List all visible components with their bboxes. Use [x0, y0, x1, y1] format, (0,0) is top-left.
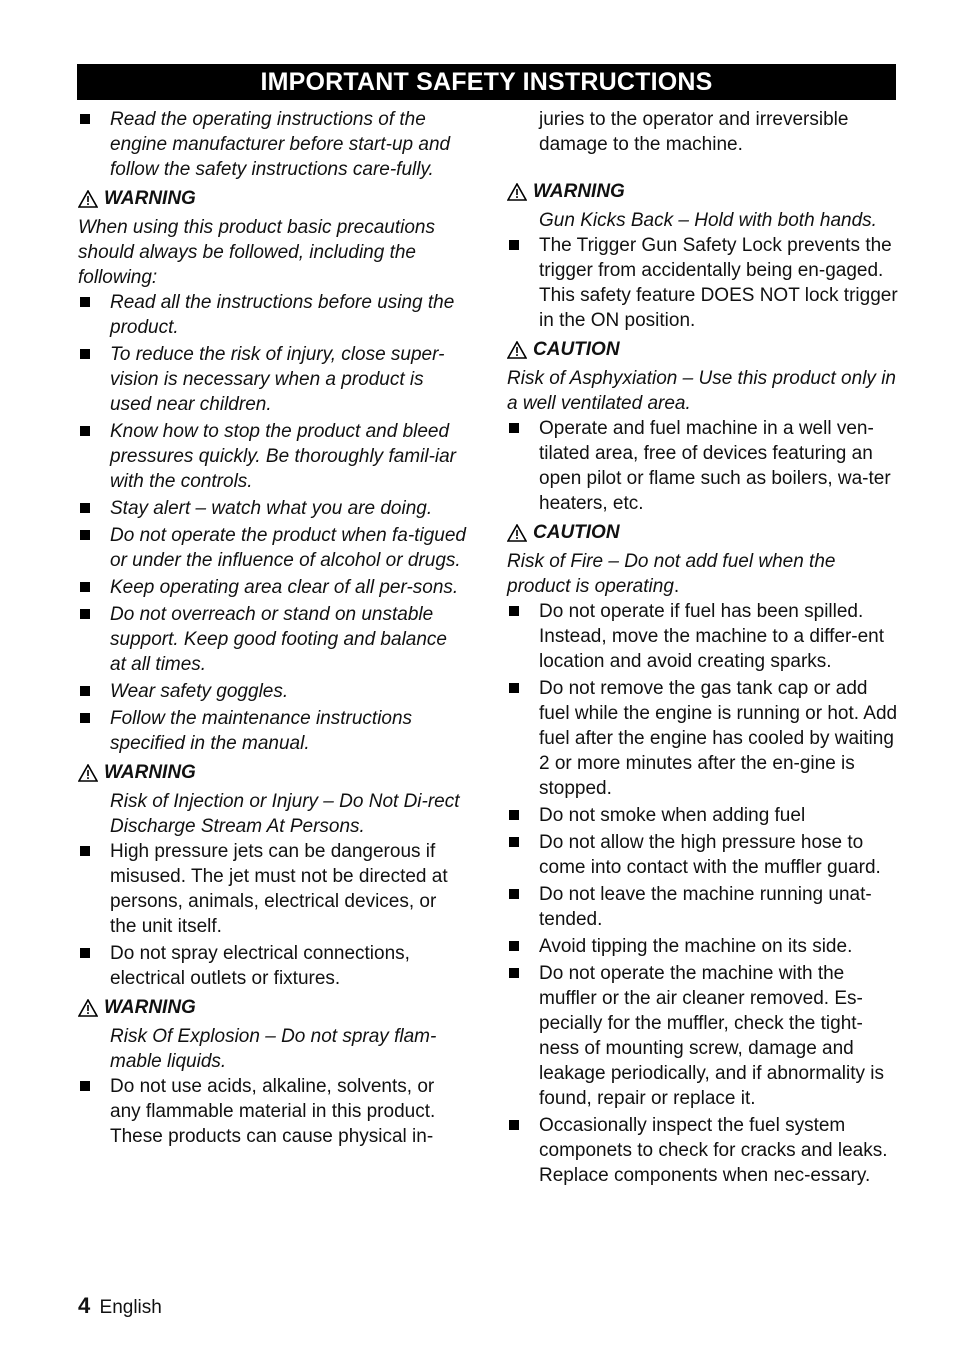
continued-text: juries to the operator and irreversible damage to the machine. [539, 109, 849, 155]
warning-heading: WARNING [78, 995, 466, 1020]
list-item: Do not overreach or stand on unstable support. Keep good footing and balance at all times. [78, 602, 466, 677]
warning-triangle-icon [78, 190, 98, 208]
warning-text: Risk of Injection or Injury – Do Not Di-rect Discharge Stream At Persons. [110, 791, 460, 837]
bullet-icon [80, 503, 90, 513]
list-item: Do not allow the high pressure hose to come into contact with the muffler guard. [507, 830, 899, 880]
warning-triangle-icon [78, 999, 98, 1017]
caution-text: Risk of Asphyxiation – Use this product only in a well ventilated area. [507, 368, 896, 414]
list-item: Occasionally inspect the fuel system componets to check for cracks and leaks. Replace components when nec-essary. [507, 1113, 899, 1188]
warning-text: Gun Kicks Back – Hold with both hands. [539, 210, 877, 231]
bullet-icon [509, 423, 519, 433]
bullet-icon [509, 606, 519, 616]
warning-heading: WARNING [507, 179, 899, 204]
list-item: Keep operating area clear of all per-sons. [78, 575, 466, 600]
left-column [78, 107, 466, 1151]
page-number: 4 [78, 1293, 91, 1318]
list-item: Do not remove the gas tank cap or add fuel while the engine is running or hot. Add fuel after the engine has cooled by waiting 2 or more minutes after the en-gine is stopped. [507, 676, 899, 801]
bullet-icon [80, 846, 90, 856]
bullet-icon [509, 889, 519, 899]
warning-triangle-icon [78, 764, 98, 782]
list-item: Follow the maintenance instructions specified in the manual. [78, 706, 466, 756]
list-item: Know how to stop the product and bleed pressures quickly. Be thoroughly famil-iar with the controls. [78, 419, 466, 494]
bullet-icon [80, 686, 90, 696]
right-column [507, 107, 899, 1190]
bullet-icon [509, 683, 519, 693]
bullet-icon [509, 968, 519, 978]
list-item: Do not spray electrical connections, electrical outlets or fixtures. [78, 941, 466, 991]
list-item: Wear safety goggles. [78, 679, 466, 704]
warning-text: Risk Of Explosion – Do not spray flam-mable liquids. [110, 1026, 437, 1072]
list-item: Stay alert – watch what you are doing. [78, 496, 466, 521]
bullet-icon [509, 810, 519, 820]
warning-triangle-icon [507, 524, 527, 542]
bullet-icon [80, 530, 90, 540]
bullet-icon [80, 114, 90, 124]
bullet-icon [80, 713, 90, 723]
bullet-icon [80, 609, 90, 619]
language-label: English [99, 1297, 162, 1318]
list-item: Do not operate if fuel has been spilled. Instead, move the machine to a differ-ent location and avoid creating sparks. [507, 599, 899, 674]
page-title: IMPORTANT SAFETY INSTRUCTIONS [77, 64, 896, 100]
bullet-icon [80, 1081, 90, 1091]
list-item: Do not operate the machine with the muffler or the air cleaner removed. Es-pecially for the muffler, check the tight-ness of mounting screw, damage and leakage periodically, and if abnormality is found, repair or replace it. [507, 961, 899, 1111]
warning-text: When using this product basic precautions should always be followed, including the following: [78, 217, 435, 288]
list-item: Do not operate the product when fa-tigued or under the influence of alcohol or drugs. [78, 523, 466, 573]
bullet-icon [509, 1120, 519, 1130]
warning-triangle-icon [507, 183, 527, 201]
bullet-icon [509, 837, 519, 847]
list-item: To reduce the risk of injury, close super-vision is necessary when a product is used near children. [78, 342, 466, 417]
list-item: Read all the instructions before using the product. [78, 290, 466, 340]
warning-triangle-icon [507, 341, 527, 359]
warning-heading: WARNING [78, 186, 466, 211]
caution-text: Risk of Fire – Do not add fuel when the product is operating. [507, 551, 836, 597]
list-item: Read the operating instructions of the engine manufacturer before start-up and follow the safety instructions care-fully. [78, 107, 466, 182]
list-item: Do not use acids, alkaline, solvents, or any flammable material in this product. These products can cause physical in- [78, 1074, 466, 1149]
list-item: The Trigger Gun Safety Lock prevents the trigger from accidentally being en-gaged. This safety feature DOES NOT lock trigger in the ON position. [507, 233, 899, 333]
list-item: Avoid tipping the machine on its side. [507, 934, 899, 959]
caution-heading: CAUTION [507, 337, 899, 362]
bullet-icon [509, 240, 519, 250]
list-item: Do not leave the machine running unat-tended. [507, 882, 899, 932]
bullet-icon [80, 948, 90, 958]
warning-heading: WARNING [78, 760, 466, 785]
bullet-icon [80, 297, 90, 307]
bullet-icon [80, 582, 90, 592]
bullet-icon [80, 349, 90, 359]
list-item: High pressure jets can be dangerous if misused. The jet must not be directed at persons, animals, electrical devices, or the unit itself. [78, 839, 466, 939]
page-footer [78, 1293, 162, 1319]
caution-heading: CAUTION [507, 520, 899, 545]
bullet-icon [509, 941, 519, 951]
bullet-icon [80, 426, 90, 436]
list-item: Operate and fuel machine in a well ven-tilated area, free of devices featuring an open pilot or flame such as boilers, wa-ter heaters, etc. [507, 416, 899, 516]
list-item: Do not smoke when adding fuel [507, 803, 899, 828]
